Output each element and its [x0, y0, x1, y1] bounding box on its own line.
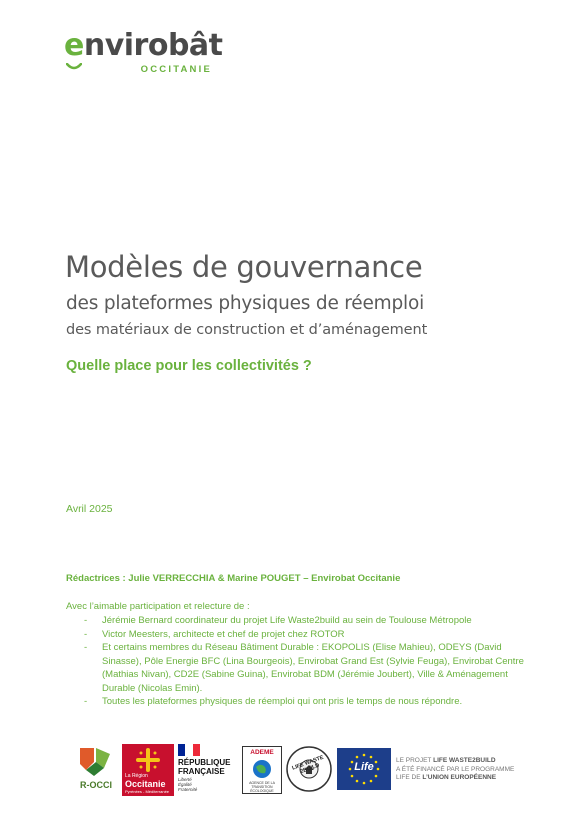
- rocci-leaf-icon: [74, 744, 118, 780]
- logo-region: OCCITANIE: [140, 64, 212, 75]
- subtitle-secondary: des matériaux de construction et d’aménagement: [66, 322, 428, 338]
- life-waste2build-logo: [285, 744, 333, 794]
- list-item: - Victor Meesters, architecte et chef de projet chez ROTOR: [84, 628, 524, 642]
- ademe-sub: AGENCE DE LA TRANSITION ÉCOLOGIQUE: [249, 781, 275, 793]
- eu-funding-text: [396, 757, 526, 783]
- publication-date: Avril 2025: [66, 503, 113, 515]
- eu-text-pre: LE PROJET: [396, 757, 434, 764]
- question-heading: Quelle place pour les collectivités ?: [66, 358, 312, 374]
- ademe-label: ADEME: [250, 749, 274, 756]
- rf-line2: FRANÇAISE: [178, 767, 225, 776]
- rocci-logo: [74, 744, 118, 794]
- republique-francaise-logo: [178, 744, 234, 796]
- eu-text-mid: A ÉTÉ FINANCÉ PAR LE PROGRAMME LIFE DE: [396, 765, 515, 781]
- globe-icon: [252, 759, 272, 779]
- page-title: Modèles de gouvernance: [65, 250, 423, 284]
- editors-line: Rédactrices : Julie VERRECCHIA & Marine POUGET – Envirobat Occitanie: [66, 573, 401, 584]
- logo-wordmark: [64, 30, 223, 62]
- eu-life-label: Life: [354, 761, 374, 773]
- rf-motto1: Liberté: [178, 777, 192, 782]
- rf-motto3: Fraternité: [178, 787, 198, 792]
- eu-text-union: L’UNION EUROPÉENNE: [422, 774, 497, 781]
- subtitle-primary: des plateformes physiques de réemploi: [66, 293, 425, 314]
- rf-line1: RÉPUBLIQUE: [178, 758, 231, 767]
- ademe-logo: [242, 746, 282, 794]
- occitanie-small: La Région: [125, 773, 148, 779]
- rocci-label: R-OCCI: [80, 780, 112, 790]
- list-item: - Toutes les plateformes physiques de réemploi qui ont pris le temps de nous répondre.: [84, 695, 524, 709]
- logo-name: nvirobât: [83, 28, 223, 63]
- participants-list: [84, 614, 524, 709]
- rf-motto2: Égalité: [178, 782, 192, 787]
- french-flag-icon: [178, 744, 200, 756]
- occitanie-sub: Pyrénées - Méditerranée: [125, 789, 170, 794]
- envirobat-logo: [64, 28, 223, 76]
- list-item: - Et certains membres du Réseau Bâtiment Durable : EKOPOLIS (Elise Mahieu), ODEYS (David Sinasse), Pôle Energie BFC (Lina Bourgeois), Envirobat Grand Est (Sylvie Feuga), Envirobat Centre (Mathias Nivan), CD2E (Sabine Guina), Envirobat BDM (Jérémie Joubert), Ville & Aménagement Durable (Nicolas Emin).: [84, 641, 524, 695]
- occitanie-label: Occitanie: [125, 779, 166, 789]
- logo-letter-e: e: [64, 28, 84, 63]
- eu-life-logo: [337, 748, 391, 790]
- occitan-cross-icon: [136, 748, 160, 772]
- eu-text-project: LIFE WASTE2BUILD: [433, 757, 496, 764]
- life-waste-label: LIFE WASTE 2BUILD: [291, 754, 325, 776]
- participation-intro: Avec l’aimable participation et relecture de :: [66, 601, 250, 612]
- list-item: - Jérémie Bernard coordinateur du projet Life Waste2build au sein de Toulouse Métropole: [84, 614, 524, 628]
- occitanie-region-logo: [122, 744, 174, 796]
